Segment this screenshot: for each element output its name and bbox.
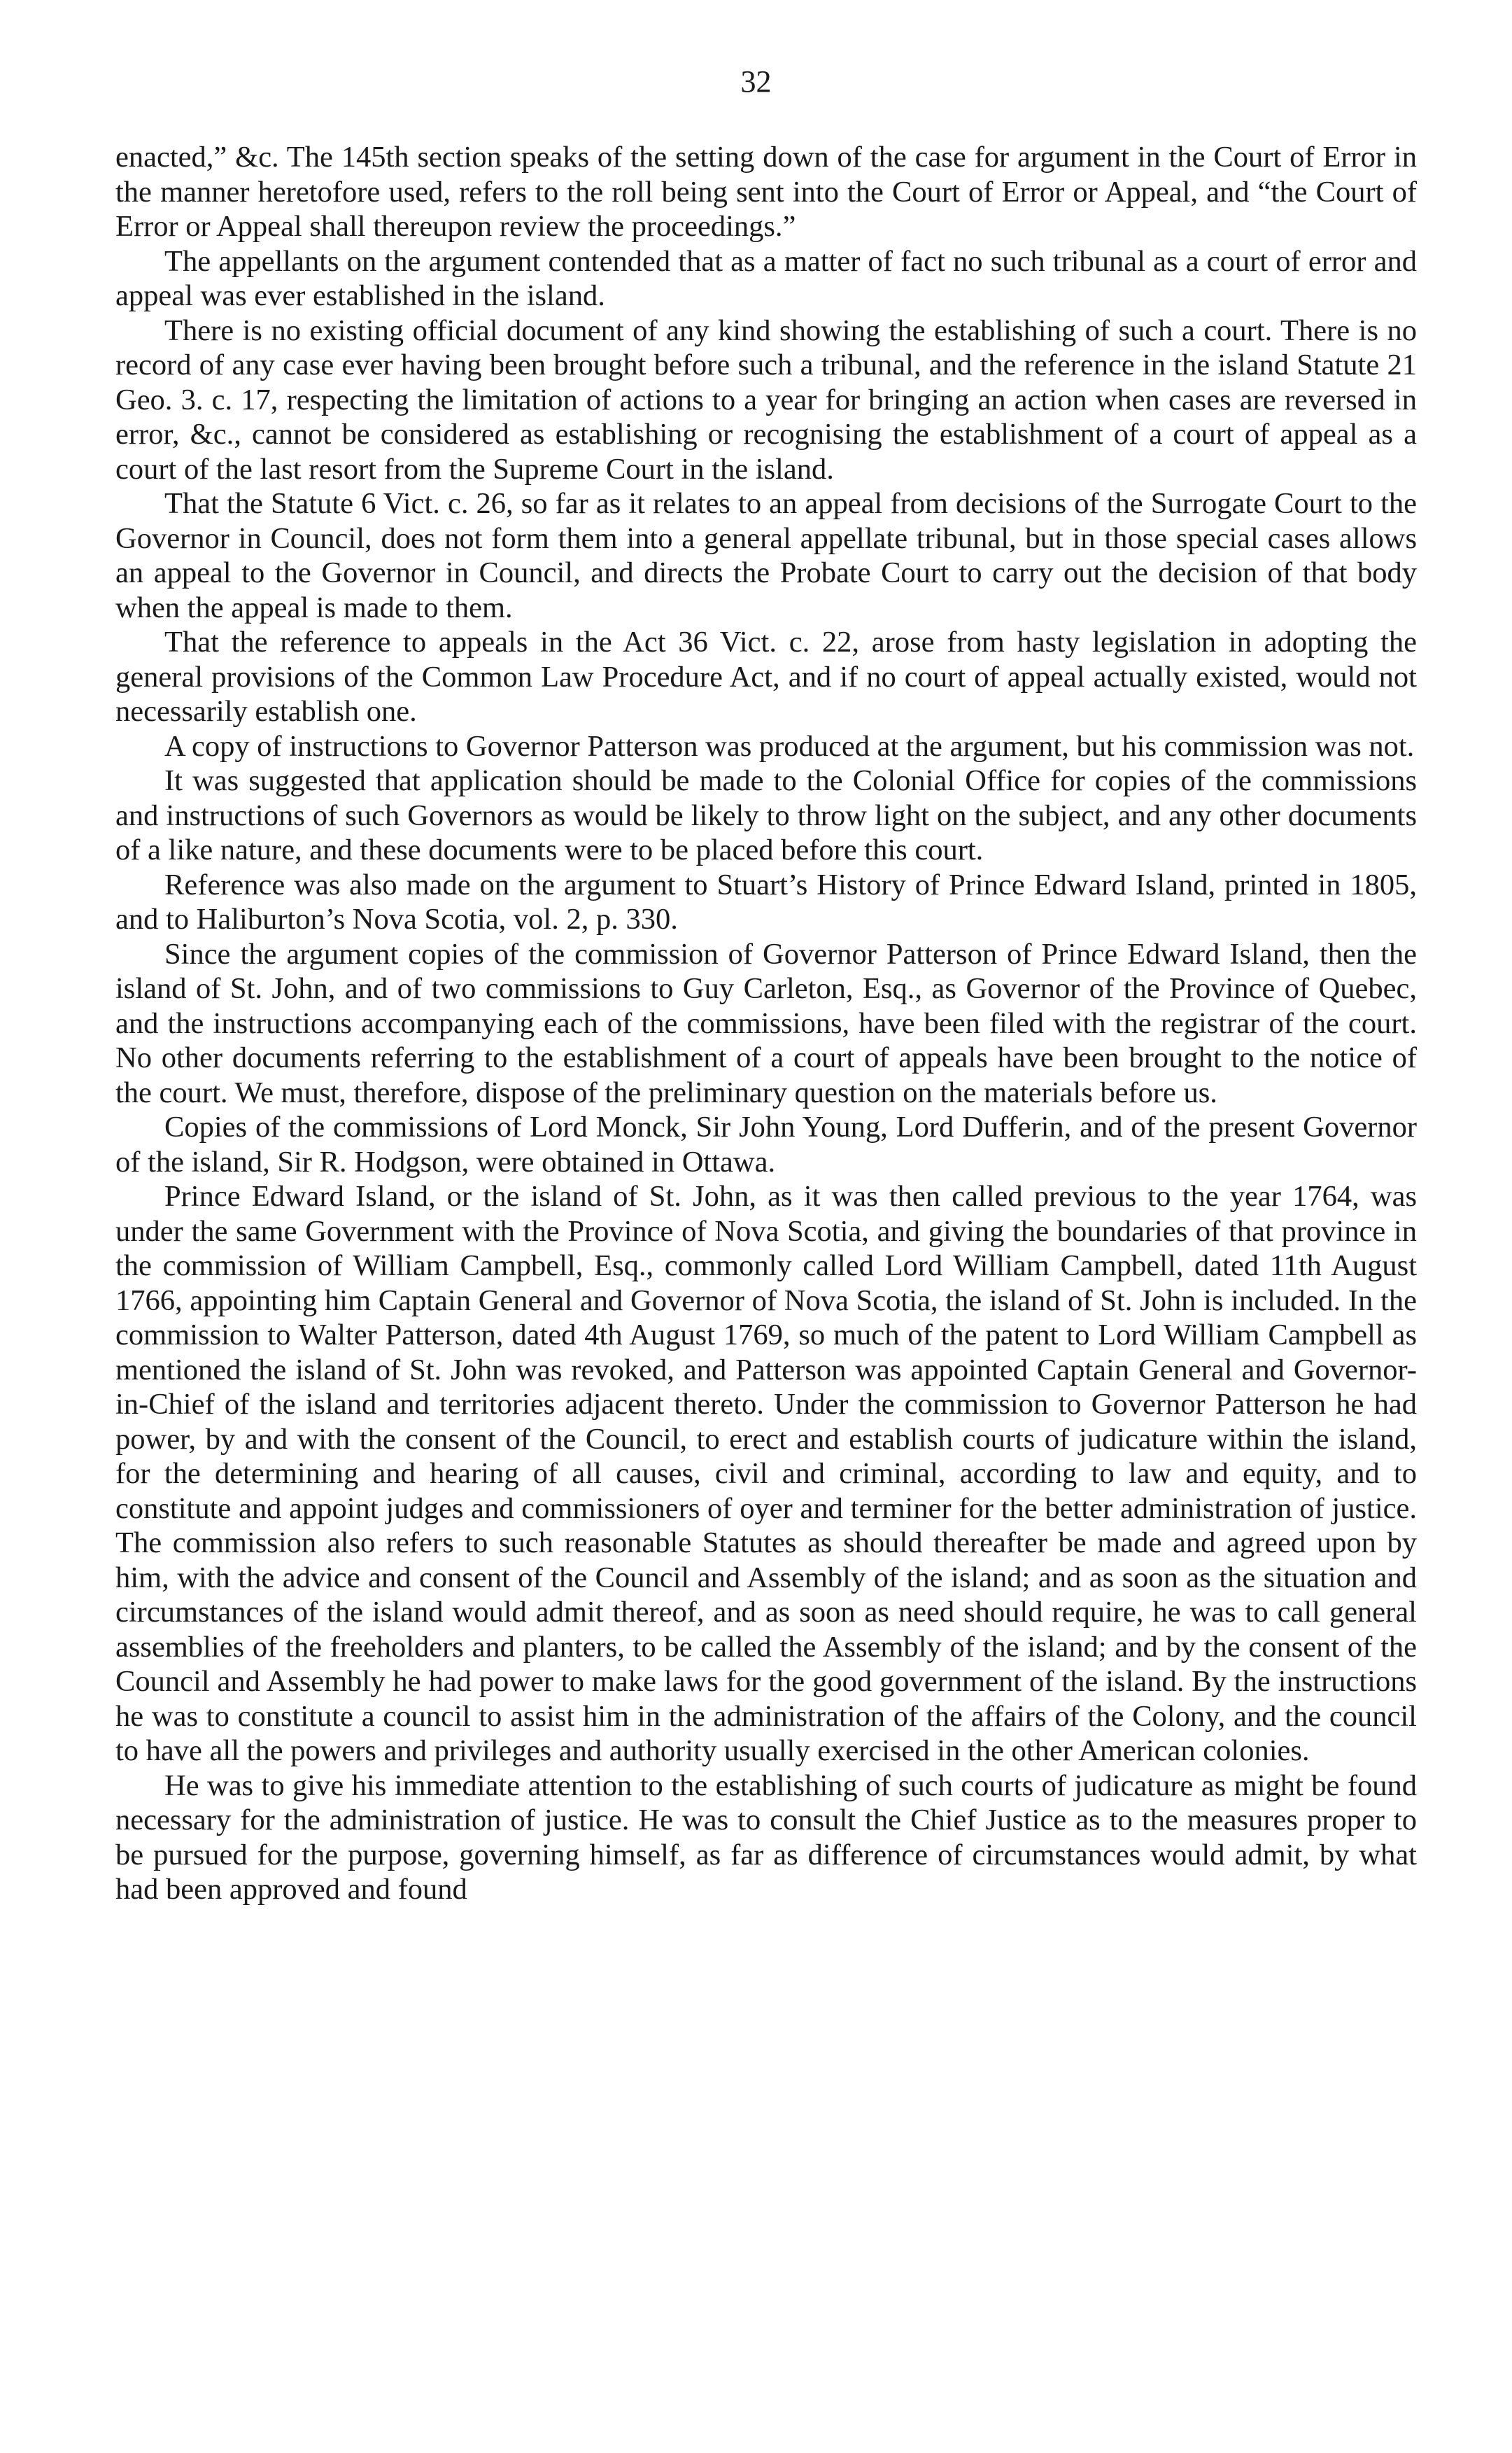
paragraph: He was to give his immediate attention to the establishing of such courts of judicature as might be found necessary for the administration of justice. He was to consult the Chief Justice as to the measures proper to be pursued for the purpose, governing himself, as far as difference of circumstances would admit, by what had been approved and found: [115, 1769, 1417, 1906]
paragraph: There is no existing official document of any kind showing the establishing of such a court. There is no record of any case ever having been brought before such a tribunal, and the reference in the island Statute 21 Geo. 3. c. 17, respecting the limitation of actions to a year for bringing an action when cases are reversed in error, &c., cannot be considered as establishing or recognising the establishment of a court of appeal as a court of the last resort from the Supreme Court in the island.: [115, 314, 1417, 486]
paragraph: That the Statute 6 Vict. c. 26, so far as it relates to an appeal from decisions of the Surrogate Court to the Governor in Council, does not form them into a general appellate tribunal, but in those special cases allows an appeal to the Governor in Council, and directs the Probate Court to carry out the decision of that body when the appeal is made to them.: [115, 487, 1417, 624]
paragraph: That the reference to appeals in the Act 36 Vict. c. 22, arose from hasty legislation in adopting the general provisions of the Common Law Procedure Act, and if no court of appeal actually existed, would not necessarily establish one.: [115, 626, 1417, 728]
paragraph: It was suggested that application should be made to the Colonial Office for copies of the commissions and instructions of such Governors as would be likely to throw light on the subject, and any other documents of a like nature, and these documents were to be placed before this court.: [115, 764, 1417, 866]
paragraph: Since the argument copies of the commission of Governor Patterson of Prince Edward Island, then the island of St. John, and of two commissions to Guy Carleton, Esq., as Governor of the Province of Quebec, and the instructions accompanying each of the commissions, have been filed with the registrar of the court. No other documents referring to the establishment of a court of appeals have been brought to the notice of the court. We must, therefore, dispose of the preliminary question on the materials before us.: [115, 937, 1417, 1109]
paragraph: A copy of instructions to Governor Patterson was produced at the argument, but his commission was not.: [164, 729, 1415, 763]
page-number: 32: [740, 64, 772, 99]
paragraph: The appellants on the argument contended that as a matter of fact no such tribunal as a court of error and appeal was ever established in the island.: [115, 244, 1417, 312]
paragraph: Reference was also made on the argument to Stuart’s History of Prince Edward Island, printed in 1805, and to Haliburton’s Nova Scotia, vol. 2, p. 330.: [115, 868, 1417, 936]
paragraph: enacted,” &c. The 145th section speaks of the setting down of the case for argument in the Court of Error in the manner heretofore used, refers to the roll being sent into the Court of Error or Appeal, and “the Court of Error or Appeal shall thereupon review the proceedings.”: [115, 141, 1417, 243]
paragraph: Copies of the commissions of Lord Monck, Sir John Young, Lord Dufferin, and of the present Governor of the island, Sir R. Hodgson, were obtained in Ottawa.: [115, 1111, 1417, 1179]
body-text: [115, 140, 1417, 1907]
paragraph: Prince Edward Island, or the island of St. John, as it was then called previous to the year 1764, was under the same Government with the Province of Nova Scotia, and giving the boundaries of that province in the commission of William Campbell, Esq., commonly called Lord William Campbell, dated 11th August 1766, appointing him Captain General and Governor of Nova Scotia, the island of St. John is included. In the commission to Walter Patterson, dated 4th August 1769, so much of the patent to Lord William Campbell as mentioned the island of St. John was revoked, and Patterson was appointed Captain General and Governor-in-Chief of the island and territories adjacent thereto. Under the commission to Governor Patterson he had power, by and with the consent of the Council, to erect and establish courts of judicature within the island, for the determining and hearing of all causes, civil and criminal, according to law and equity, and to constitute and appoint judges and commissioners of oyer and terminer for the better administration of justice. The commission also refers to such reasonable Statutes as should thereafter be made and agreed upon by him, with the advice and consent of the Council and Assembly of the island; and as soon as the situation and circumstances of the island would admit thereof, and as soon as need should require, he was to call general assemblies of the freeholders and planters, to be called the Assembly of the island; and by the consent of the Council and Assembly he had power to make laws for the good government of the island. By the instructions he was to constitute a council to assist him in the administration of the affairs of the Colony, and the council to have all the powers and privileges and authority usually exercised in the other American colonies.: [115, 1180, 1417, 1767]
